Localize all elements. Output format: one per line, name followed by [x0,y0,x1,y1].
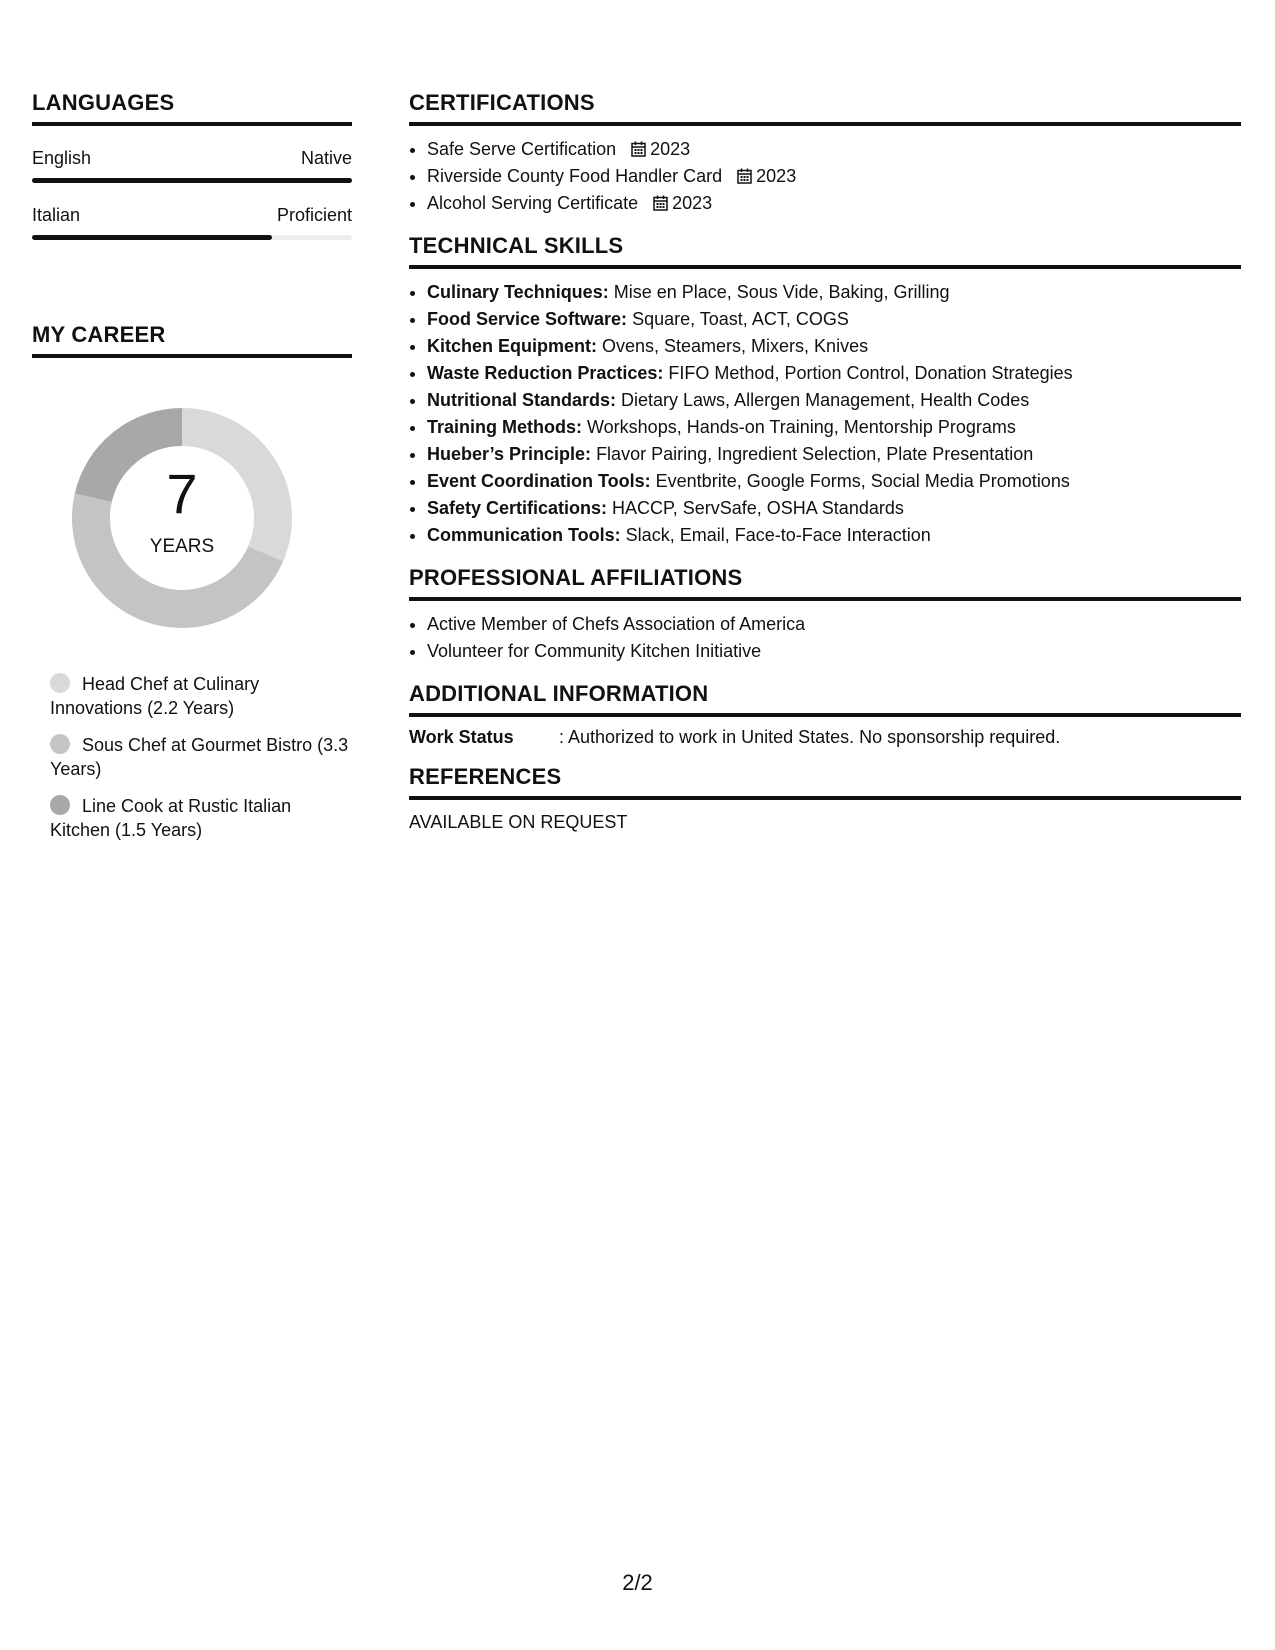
list-item [427,441,1241,468]
affiliations-heading: PROFESSIONAL AFFILIATIONS [409,565,1241,601]
list-item [427,190,1241,217]
list-item [427,360,1241,387]
language-level: Native [300,148,352,168]
career-heading: MY CAREER [32,322,352,358]
language-name: Italian [32,205,81,225]
certification-name: Safe Serve Certification [427,139,617,159]
skill-key: Safety Certifications: [427,498,608,518]
skill-value: Dietary Laws, Allergen Management, Health Codes [616,390,1030,410]
additional-info-section [409,681,1241,748]
references-heading: REFERENCES [409,764,1241,800]
certification-date [737,166,796,186]
legend-item [50,733,352,781]
skill-key: Nutritional Standards: [427,390,617,410]
skill-value: Square, Toast, ACT, COGS [627,309,849,329]
legend-dot-icon [50,734,70,754]
language-name: English [32,148,92,168]
certification-name: Riverside County Food Handler Card [427,166,723,186]
skill-key: Kitchen Equipment: [427,336,597,356]
list-item: • Volunteer for Community Kitchen Initiative [427,638,1241,665]
skill-key: Communication Tools: [427,525,621,545]
language-proficiency-fill [32,178,352,183]
additional-info-heading: ADDITIONAL INFORMATION [409,681,1241,717]
calendar-icon [631,141,646,157]
language-item [32,205,352,240]
skill-key: Waste Reduction Practices: [427,363,664,383]
certification-date [653,193,712,213]
skill-key: Food Service Software: [427,309,628,329]
list-item [427,387,1241,414]
certification-year: 2023 [672,193,713,213]
certification-year: 2023 [650,139,691,159]
technical-skills-heading: TECHNICAL SKILLS [409,233,1241,269]
list-item [427,468,1241,495]
list-item [427,495,1241,522]
certification-year: 2023 [756,166,797,186]
legend-label: Line Cook at Rustic Italian Kitchen (1.5 Years) [50,796,292,840]
skill-value: HACCP, ServSafe, OSHA Standards [607,498,904,518]
calendar-icon [653,195,668,211]
skill-value: FIFO Method, Portion Control, Donation Strategies [663,363,1073,383]
language-proficiency-fill [32,235,272,240]
career-donut-chart [62,398,302,638]
donut-center [62,398,302,638]
legend-label: Sous Chef at Gourmet Bistro (3.3 Years) [50,735,349,779]
list-item [427,306,1241,333]
list-item [427,522,1241,549]
left-column [32,90,352,855]
list-item [427,333,1241,360]
list-item [427,136,1241,163]
legend-dot-icon [50,795,70,815]
skill-value: Workshops, Hands-on Training, Mentorship Programs [582,417,1016,437]
language-level: Proficient [276,205,352,225]
skill-key: Event Coordination Tools: [427,471,651,491]
skill-value: Ovens, Steamers, Mixers, Knives [597,336,869,356]
legend-label: Head Chef at Culinary Innovations (2.2 Years) [50,674,260,718]
affiliations-list [409,611,1241,665]
legend-item [50,672,352,720]
career-section [32,322,352,842]
skill-value: Slack, Email, Face-to-Face Interaction [620,525,931,545]
skill-key: Hueber’s Principle: [427,444,592,464]
references-section [409,764,1241,833]
technical-skills-section [409,233,1241,549]
career-total-unit: YEARS [149,536,215,557]
legend-dot-icon [50,673,70,693]
certifications-section [409,90,1241,217]
career-legend [32,672,352,842]
skill-key: Training Methods: [427,417,582,437]
language-proficiency-bar [32,178,352,183]
list-item [427,163,1241,190]
certification-date [631,139,690,159]
skill-key: Culinary Techniques: [427,282,609,302]
legend-item [50,794,352,842]
certifications-heading: CERTIFICATIONS [409,90,1241,126]
languages-heading: LANGUAGES [32,90,352,126]
language-item [32,148,352,183]
affiliations-section [409,565,1241,665]
work-status-value: : Authorized to work in United States. No sponsorship required. [559,727,1061,747]
language-proficiency-bar [32,235,352,240]
skill-value: Mise en Place, Sous Vide, Baking, Grilling [608,282,950,302]
technical-skills-list [409,279,1241,549]
list-item: • Active Member of Chefs Association of America [427,611,1241,638]
references-text: AVAILABLE ON REQUEST [409,812,628,832]
skill-value: Flavor Pairing, Ingredient Selection, Plate Presentation [591,444,1034,464]
work-status-row [409,727,1241,748]
list-item [427,414,1241,441]
certification-name: Alcohol Serving Certificate [427,193,639,213]
work-status-label: Work Status [409,727,514,747]
skill-value: Eventbrite, Google Forms, Social Media Promotions [650,471,1070,491]
list-item [427,279,1241,306]
career-total-years: 7 [166,462,198,525]
certifications-list [409,136,1241,217]
page-number: 2/2 [622,1570,653,1595]
calendar-icon [737,168,752,184]
right-column [409,90,1241,849]
